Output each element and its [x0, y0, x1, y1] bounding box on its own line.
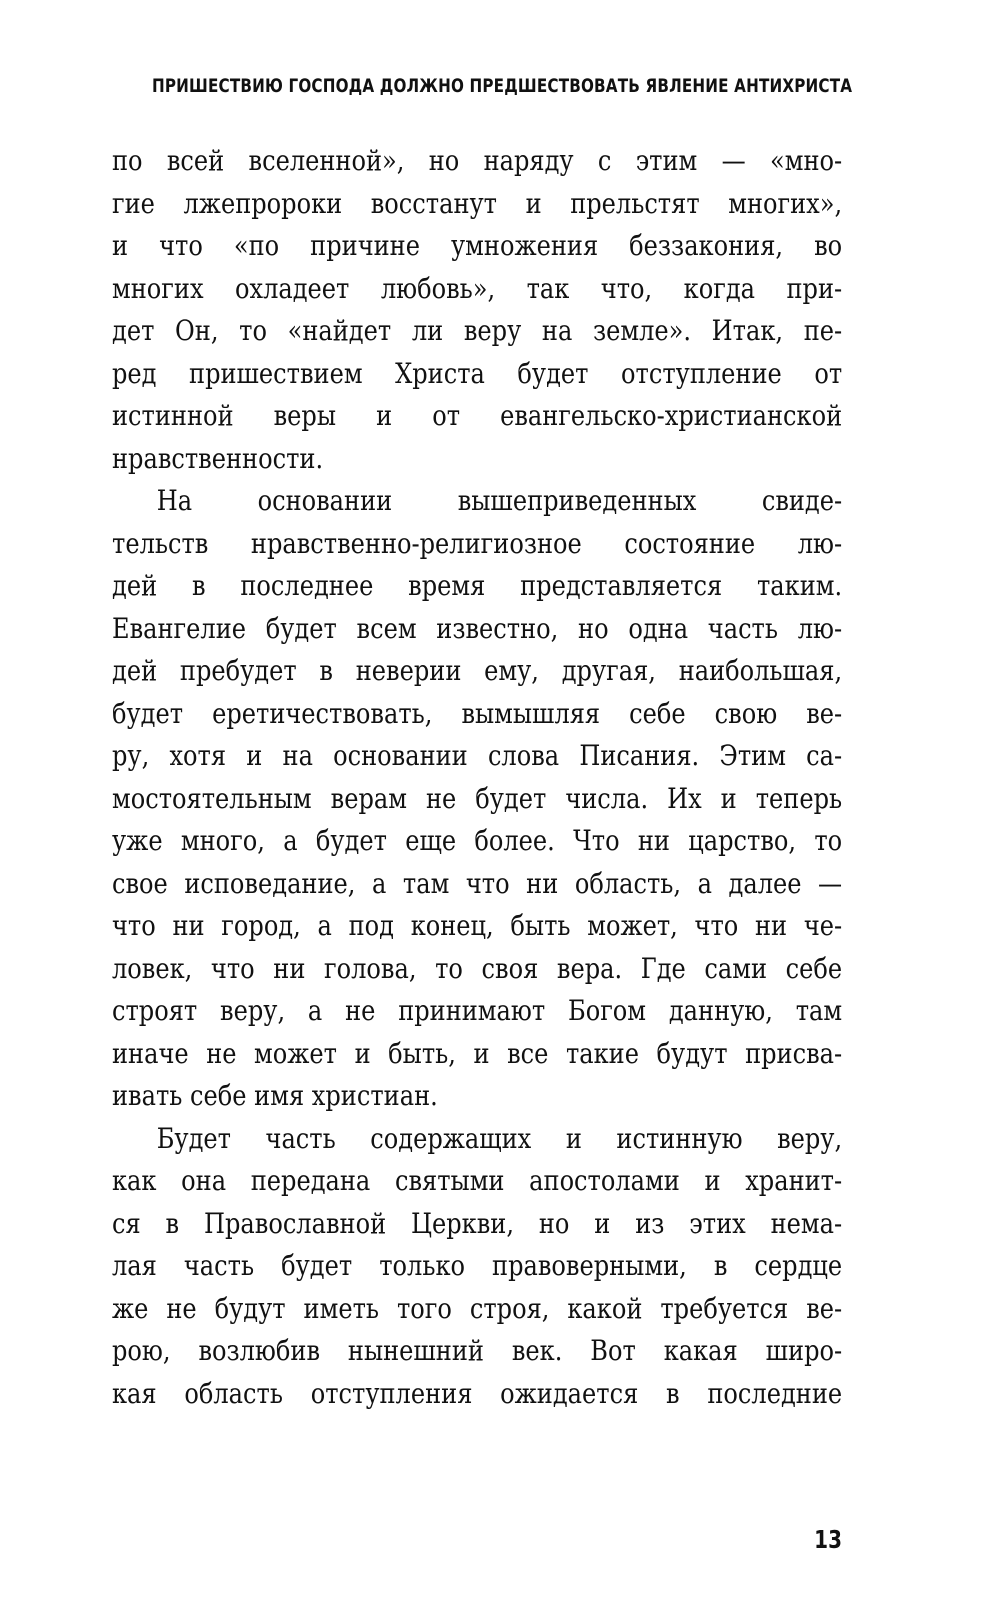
- text-line: дей пребудет в неверии ему, другая, наибольшая,: [112, 654, 843, 687]
- text-line: строят веру, а не принимают Богом данную, там: [112, 994, 843, 1027]
- text-line: мостоятельным верам не будет числа. Их и теперь: [112, 781, 843, 815]
- body-text: [112, 140, 842, 1415]
- text-line: ся в Православной Церкви, но и из этих нема-: [112, 1206, 843, 1240]
- text-line: Будет часть содержащих и истинную веру,: [156, 1121, 843, 1155]
- text-line: что ни город, а под конец, быть может, что ни че-: [112, 909, 843, 942]
- text-line: Евангелие будет всем известно, но одна часть лю-: [112, 611, 843, 645]
- text-line: ру, хотя и на основании слова Писания. Этим са-: [112, 739, 843, 772]
- text-line: лая часть будет только правоверными, в сердце: [112, 1249, 843, 1282]
- text-line: ред пришествием Христа будет отступление от: [112, 356, 843, 390]
- text-line: дей в последнее время представляется таким.: [112, 569, 843, 602]
- running-head: ПРИШЕСТВИЮ ГОСПОДА ДОЛЖНО ПРЕДШЕСТВОВАТЬ ЯВЛЕНИЕ АНТИХРИСТА: [152, 75, 853, 97]
- text-line: многих охладеет любовь», так что, когда при-: [112, 271, 843, 305]
- text-line: На основании вышеприведенных свиде-: [156, 484, 843, 517]
- paragraph-2: [112, 480, 842, 1118]
- text-line: истинной веры и от евангельско-христианской: [112, 399, 843, 432]
- text-line: дет Он, то «найдет ли веру на земле». Итак, пе-: [112, 314, 843, 347]
- text-line: будет еретичествовать, вымышляя себе свою ве-: [112, 696, 843, 730]
- text-line: тельств нравственно-религиозное состояние лю-: [112, 526, 843, 560]
- text-line: свое исповедание, а там что ни область, а далее —: [112, 866, 843, 900]
- text-line: рою, возлюбив нынешний век. Вот какая широ-: [112, 1334, 843, 1367]
- text-line: и что «по причине умножения беззакония, во: [112, 229, 843, 262]
- text-line: кая область отступления ожидается в последние: [112, 1376, 843, 1410]
- paragraph-3: [112, 1118, 842, 1416]
- text-line: иначе не может и быть, и все такие будут присва-: [112, 1036, 843, 1070]
- text-line: уже много, а будет еще более. Что ни царство, то: [112, 824, 843, 857]
- page-number: 13: [814, 1525, 842, 1554]
- text-line: по всей вселенной», но наряду с этим — «мно-: [112, 144, 843, 177]
- text-line: же не будут иметь того строя, какой требуется ве-: [112, 1291, 843, 1325]
- text-line: как она передана святыми апостолами и хранит-: [112, 1164, 843, 1197]
- text-line: ивать себе имя христиан.: [112, 1079, 438, 1112]
- text-line: нравственности.: [112, 441, 324, 475]
- paragraph-1: [112, 140, 842, 480]
- text-line: гие лжепророки восстанут и прельстят многих»,: [112, 186, 843, 220]
- text-line: ловек, что ни голова, то своя вера. Где сами себе: [112, 951, 843, 985]
